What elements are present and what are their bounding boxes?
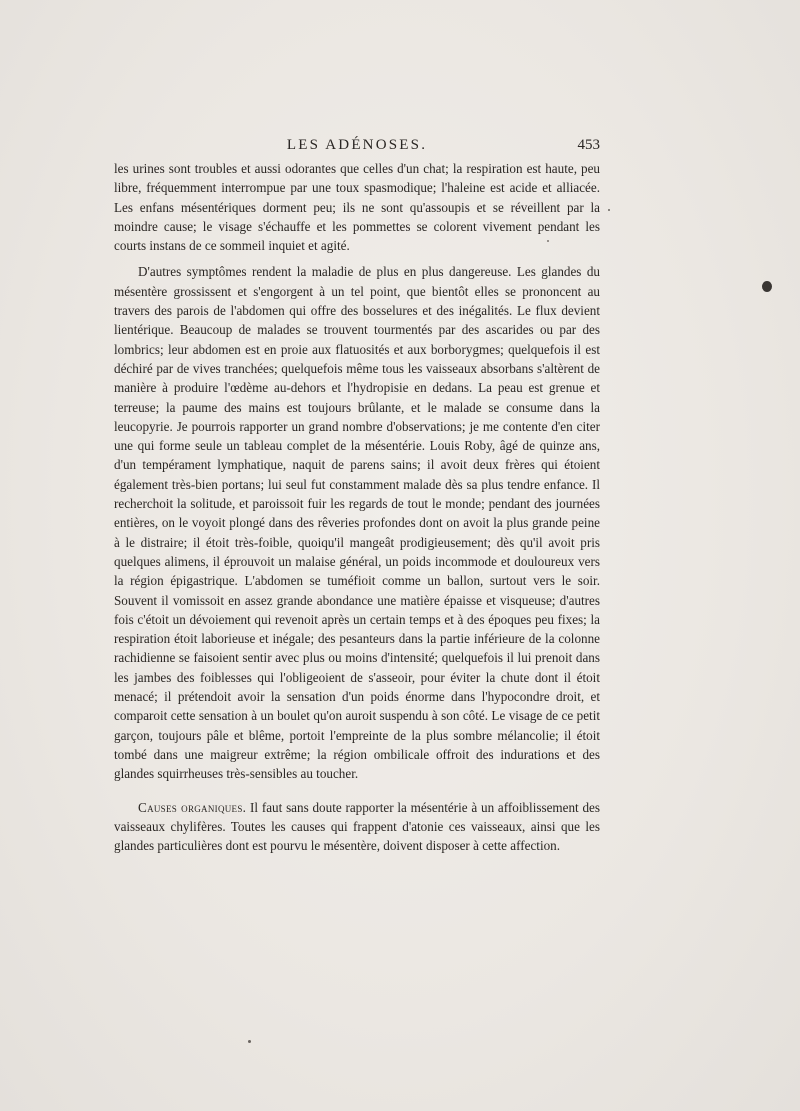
ink-speck — [248, 1040, 251, 1043]
paragraph-symptoms: D'autres symptômes rendent la maladie de plus en plus dangereuse. Les glandes du mésentère grossissent et s'engorgent à un tel point, que bientôt elles se prononcent au travers des parois de l'abdomen qui offre des bosselures et des inégalités. Le flux devient lientérique. Beaucoup de malades se trouvent tourmentés par des ascarides ou par des lombrics; leur abdomen est en proie aux flatuosités et aux borborygmes; quelquefois il est déchiré par de vives tranchées; quelquefois même tous les vaisseaux absorbans s'altèrent de manière à produire l'œdème au-dehors et l'hydropisie en dedans. La peau est grenue et terreuse; la paume des mains est toujours brûlante, et le malade se consume dans la leucopyrie. Je pourrois rapporter un grand nombre d'observations; je me contente d'en citer une qui forme seule un tableau complet de la mésentérie. Louis Roby, âgé de quinze ans, d'un tempérament lymphatique, naquit de parens sains; il avoit deux frères qui étoient également très-bien portans; lui seul fut constamment malade dès sa plus tendre enfance. Il recherchoit la solitude, et paroissoit fuir les regards de tout le monde; pendant des journées entières, on le voyoit plongé dans des rêveries profondes dont on avoit la plus grande peine à le distraire; il étoit très-foible, quoiqu'il mangeât prodigieusement; dès qu'il avoit pris quelques alimens, il éprouvoit un malaise général, un poids incommode et douloureux vers la région épigastrique. L'abdomen se tuméfioit comme un ballon, surtout vers le soir. Souvent il vomissoit en assez grande abondance une matière épaisse et visqueuse; d'autres fois c'étoit un dévoiement qui revenoit après un certain temps et à des époques peu fixes; la respiration étoit laborieuse et inégale; des pesanteurs dans la partie inférieure de la colonne rachidienne se faisoient sentir avec plus ou moins d'intensité; quelquefois il lui prenoit dans les jambes des foiblesses qui l'obligeoient de s'asseoir, pour éviter la chute dont il étoit menacé; il prétendoit avoir la sensation d'un poids énorme dans l'hypocondre droit, et comparoit cette sensation à un boulet qu'on auroit suspendu à son côté. Le visage de ce petit garçon, toujours pâle et blême, portoit l'empreinte de la plus sombre mélancolie; il étoit tombé dans une maigreur extrême; la région ombilicale offroit des indurations et des glandes squirrheuses très-sensibles au toucher. — [114, 264, 600, 782]
paragraph-causes-text: Il faut sans doute rapporter la mésentérie à un affoiblissement des vaisseaux chylifères. Toutes les causes qui frappent d'atonie ces vaisseaux, ainsi que les glandes particulières dont est pourvu le mésentère, doivent disposer à cette affection. — [114, 799, 600, 854]
paragraph-causes — [114, 798, 600, 856]
section-lead-causes: Causes organiques. — [138, 799, 247, 815]
page-number: 453 — [577, 137, 600, 153]
ink-speck — [608, 209, 610, 211]
paragraph-continuation: les urines sont troubles et aussi odorantes que celles d'un chat; la respiration est haute, peu libre, fréquemment interrompue par une toux spasmodique; l'haleine est acide et alliacée. Les enfans mésentériques dorment peu; ils ne sont qu'assoupis et se réveillent par la moindre cause; le visage s'échauffe et les pommettes se colorent vivement pendant les courts instans de ce sommeil inquiet et agité. — [114, 161, 600, 254]
page-header — [114, 137, 600, 157]
ink-speck — [547, 240, 549, 242]
running-title: LES ADÉNOSES. — [286, 137, 428, 153]
body-text — [114, 159, 600, 855]
ink-spot — [762, 281, 772, 292]
